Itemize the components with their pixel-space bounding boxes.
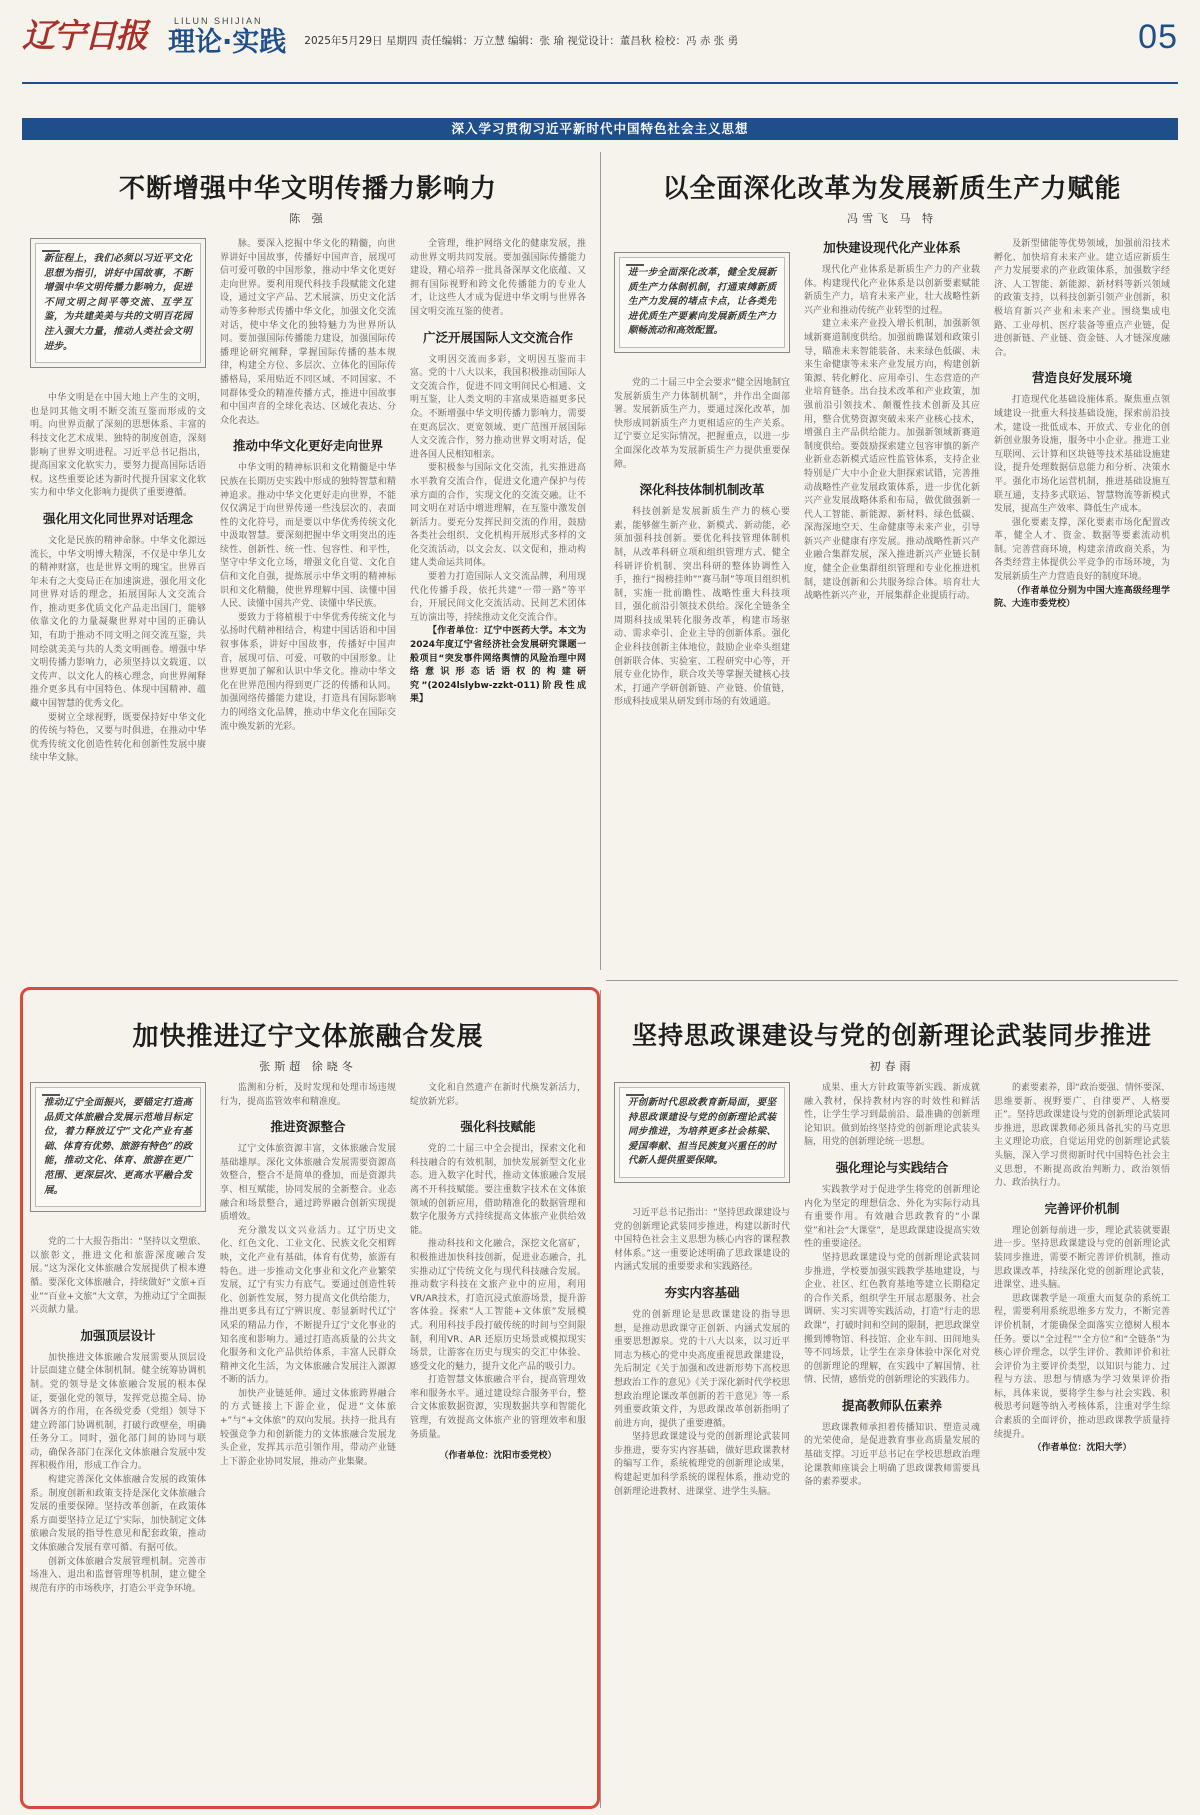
subheading: 强化理论与实践结合 [835, 1159, 949, 1175]
newspaper-logo: 辽宁日报 [22, 16, 146, 55]
subheading: 完善评价机制 [1044, 1200, 1120, 1216]
subheading: 加快建设现代化产业体系 [823, 240, 961, 255]
abstract-box [614, 1082, 790, 1183]
subheading: 推进资源整合 [270, 1119, 346, 1135]
column: 监测和分析，及时发现和处理市场违规行为，提高监管效率和精准度。 推进资源整合 辽宁文体旅资源丰富，文体旅融合发展基础雄厚。深化文体旅融合发展需要资源高效整合，整合不是简单的叠加，而是资源共享、相互赋能，协同发展的全新整合。业态融合和场景整合，通过跨界融合创新实现提质增效。 充分激发以文兴业活力。辽宁历史文化、红色文化、工业文化、民族文化交相辉映，文化产业有基础，体育有优势，旅游有特色。进一步推动文化事业和文化产业繁荣发展，辽宁有实力有底气。要通过创造性转化、创新性发展，努力提高文化供给能力，推出更多具有辽宁辨识度、彰显新时代辽宁风采的精品力作，不断提升辽宁文化事业的知名度和影响力。通过打造高质量的公共文化服务和文化产品供给体系，丰富人民群众精神文化生活，为文体旅融合发展注入源源不断的活力。 加快产业链延伸。通过文体旅跨界融合的方式链接上下游企业，促进“文体旅+”与“+文体旅”的双向发展。扶持一批具有较强竞争力和创新能力的文体旅融合发展龙头企业，发挥其示范引领作用，带动产业链上下游企业协同发展，推动产业集聚。 [220, 1083, 396, 1467]
theme-banner: 深入学习贯彻习近平新时代中国特色社会主义思想 [22, 118, 1178, 140]
column: 新征程上，我们必须以习近平文化思想为指引，讲好中国故事，不断增强中华文明传播力影响力，促进不同文明之间平等交流、互学互鉴，为共建美美与共的文明百花园注入强大力量，推动人类社会文明进步。 中华文明是在中国大地上产生的文明，也是同其他文明不断交流互鉴而形成的文明。向世界贡献了深刻的思想体系、丰富的科技文化艺术成果、独特的制度创造，深刻影响了世界文明进程。习近平总书记指出，提高国家文化软实力，要努力提高国际话语权。这些重要论述为新时代提升国家文化软实力和中华文化影响力提供了重要遵循。 强化用文化同世界对话理念 文化是民族的精神命脉。中华文化源远流长，中华文明博大精深，不仅是中华儿女的精神财富，也是世界文明的瑰宝。世界百年未有之大变局正在加速演进，强化用文化同世界对话的理念，拓展国际人文交流合作，推动更多优质文化产品走出国门，能够依靠文化的力量凝聚世界对中国的正确认知，有助于推动不同文明之间交流互鉴，共同绘就美美与共的人类文明画卷。增强中华文明传播力影响力，必须坚持以文载道、以文传声、以文化人的核心理念，向世界阐释推介更多具有中国特色、体现中国精神、蕴藏中国智慧的优秀文化。 要树立全球视野，既要保持好中华文化的传统与特色，又要与时俱进，在推动中华优秀传统文化创造性转化和创新性发展中赓续中华文脉。 [30, 238, 206, 971]
article-culture-sports-tourism[interactable] [22, 990, 594, 1806]
subheading: 推动中华文化更好走向世界 [232, 438, 383, 454]
column: 及新型储能等优势领域，加强前沿技术孵化、加快培育未来产业。建立适应新质生产力发展要求的产业政策体系，加强数字经济、人工智能、新能源、新材料等新兴领域的政策支持，以科技创新引领产业创新，积极培育新兴产业和未来产业。围绕集成电路、工业母机、医疗装备等重点产业链，促进创新链、产业链、资金链、人才链深度融合。 营造良好发展环境 打造现代化基础设施体系。聚焦重点领域建设一批重大科技基础设施，探索前沿技术，建设一批低成本、开放式、专业化的创新创业服务设施，服务中小企业。推进工业互联网、云计算和区块链等技术基础设施建设，提升处理数据信息能力和分析、决策水平。强化市场化运营机制，推进基础设施互联互通，支持多式联运、智慧物流等新模式发展，提高生产效率、降低生产成本。 强化要素支撑，深化要素市场化配置改革，健全人才、资金、数据等要素流动机制。完善营商环境，构建亲清政商关系，为各类经营主体提供公平竞争的市场环境，为发展新质生产力营造良好的制度环境。 （作者单位分别为中国大连高级经理学院、大连市委党校） [994, 238, 1170, 971]
subheading: 强化用文化同世界对话理念 [42, 510, 193, 526]
column: 脉。要深入挖掘中华文化的精髓，向世界讲好中国故事，传播好中国声音，展现可信可爱可敬的中国形象，推动中华文化更好走向世界。要利用现代科技手段赋能文化建设，通过文字产品、艺术展演、历史文化活动等多种形式传播中华文化，加强文化交流对话，使中华文化的独特魅力为世界所认同。要加强国际传播能力建设，加强国际传播理论研究阐释，掌握国际传播的基本规律，构建全方位、多层次、立体化的国际传播格局，采用贴近不同区域、不同国家、不同群体受众的精准传播方式，推进中国故事和中国声音的全球化表达、区域化表达、分众化表达。 推动中华文化更好走向世界 中华文明的精神标识和文化精髓是中华民族在长期历史实践中形成的独特智慧和精神追求。推动中华文化更好走向世界，不能仅仅满足于向世界传递一些浅层次的、表面性的文化符号，而是要以中华优秀传统文化中汲取智慧。要深刻把握中华文明突出的连续性、创新性、统一性、包容性、和平性，坚守中华文化立场，增强文化自觉、文化自信和文化自强，提炼展示中华文明的精神标识和文化精髓，使世界理解中国、读懂中国人民、读懂中国共产党、读懂中华民族。 要致力于将植根于中华优秀传统文化与弘扬时代精神相结合，构建中国话语和中国叙事体系，讲好中国故事，传播好中国声音，展现可信、可爱、可敬的中国形象。让世界更加了解和认识中华文化。推动中华文化在世界范围内得到更广泛的传播和认同。加强网络传播能力建设，打造具有国际影响力的网络文化品牌，推动中华文化在国际交流中焕发新的光彩。 [220, 239, 396, 732]
author-note: 【作者单位：辽宁中医药大学。本文为2024年度辽宁省经济社会发展研究课题一般项目“突发事件网络舆情的风险治理中网络意识形态话语权的构建研究”(2024lslybw-zzkt-011)阶段性成果】 [410, 626, 586, 705]
author-note: （作者单位分别为中国大连高级经理学院、大连市委党校） [994, 585, 1170, 610]
headline: 加快推进辽宁文体旅融合发展 [132, 1022, 484, 1052]
abstract-text: 开创新时代思政教育新局面，要坚持思政课建设与党的创新理论武装同步推进，为培养更多社会栋梁、爱国奉献、担当民族复兴重任的时代新人提供重要保障。 [619, 1087, 785, 1178]
column: 加快建设现代化产业体系 现代化产业体系是新质生产力的产业载体。构建现代化产业体系是以创新要素赋能新质生产力，培育未来产业，壮大战略性新兴产业和推动传统产业转型的过程。 建立未来产业投入增长机制，加强新领域新赛道制度供给。加强前瞻谋划和政策引导，瞄准未来智能装备、未来绿色低碳、未来生命健康等未来产业发展方向，构建创新策源、转化孵化、应用牵引、生态营造的产业培育链条。出台技术改革和产业政策，加强前沿引领技术、颠覆性技术创新及其应用，整合优势资源突破未来产业核心技术，增强自主产品供给能力。加强新领域新赛道制度供给。要鼓励探索建立包容审慎的新产业新业态新模式适应性监管体系，支持企业特别是广大中小企业大胆探索试错，完善推动战略性产业发展政策体系，进一步优化新兴产业发展战略体系和布局，做优做强新一代人工智能、新能源、新材料、绿色低碳、深海深地空天、生命健康等未来产业，引导新兴产业健康有序发展。推动战略性新兴产业融合集群发展，深入推进新兴产业链长制度，健全企业集群组织管理和专业化推进机制，建设创新和公共服务综合体。培育壮大战略性新兴产业，开展集群企业提质行动。 [804, 240, 980, 602]
subheading: 营造良好发展环境 [1031, 370, 1132, 386]
section-pinyin: LILUN SHIJIAN [174, 16, 263, 26]
abstract-text: 进一步全面深化改革，健全发展新质生产力体制机制，打通束缚新质生产力发展的堵点卡点，让各类先进优质生产要素向发展新质生产力顺畅流动和高效配置。 [619, 257, 785, 348]
column: 的素要素养，即“政治要强、情怀要深、思维要新、视野要广、自律要严、人格要正”。坚持思政课建设与党的创新理论武装同步推进，思政课教师必须具备扎实的马克思主义理论功底，自觉运用党的创新理论武装头脑，深入学习贯彻新时代中国特色社会主义思想，不断提高政治判断力、政治领悟力、政治执行力。 完善评价机制 理论创新每前进一步，理论武装就要跟进一步。坚持思政课建设与党的创新理论武装同步推进，需要不断完善评价机制，推动思政课改革，持续深化党的创新理论武装，进课堂、进头脑。 思政课教学是一项重大而复杂的系统工程，需要利用系统思维多方发力，不断完善评价机制，才能确保全面落实立德树人根本任务。要以“全过程”“全方位”和“全链条”为核心评价理念，以学生评价、教师评价和社会评价为主要评价类型，以知识与能力、过程与方法、思想与情感为学习效果评价指标，具体来说，要将学生参与社会实践、积极思考问题等纳入考核体系，注重对学生综合素质的全面评价，推动思政课教学质量持续提升。 （作者单位：沈阳大学） [994, 1082, 1170, 1802]
column: 成果、重大方针政策等新实践、新成就融入教材，保持教材内容的时效性和鲜活性，让学生学习到最前沿、最准确的创新理论知识。做到始终坚持党的创新理论武装头脑，用党的创新理论统一思想。 强化理论与实践结合 实践教学对于促进学生将党的创新理论内化为坚定的理想信念、外化为实际行动具有重要作用。有效融合思政教育的“小课堂”和社会“大课堂”，是思政课建设提高实效性的重要途径。 坚持思政课建设与党的创新理论武装同步推进，学校要加强实践教学基地建设，与企业、社区、红色教育基地等建立长期稳定的合作关系，组织学生开展志愿服务、社会调研、实习实训等实践活动，打造“行走的思政课”，打破时间和空间的限制，把思政课堂搬到博物馆、科技馆、企业车间、田间地头等不同场景，让学生在亲身体验中深化对党的创新理论的理解，在实践中了解国情、社情、民情，感悟党的创新理论的实践伟力。 提高教师队伍素养 思政课教师承担着传播知识、塑造灵魂的光荣使命，是促进教育事业高质量发展的基础支撑。习近平总书记在学校思想政治理论课教师座谈会上明确了思政课教师需要具备的素养要求。 [804, 1083, 980, 1488]
author-note: （作者单位：沈阳市委党校） [439, 1451, 557, 1462]
headline: 坚持思政课建设与党的创新理论武装同步推进 [631, 1021, 1152, 1050]
article-civilization[interactable] [22, 150, 594, 975]
subheading: 强化科技赋能 [460, 1119, 536, 1135]
column: 推动辽宁全面振兴，要锚定打造高品质文体旅融合发展示范地目标定位，着力释放辽宁“文化产业有基础、体育有优势、旅游有特色”的政能，推动文化、体育、旅游在更广范围、更深层次、更高水平融合发展。 党的二十大报告指出：“坚持以文塑旅、以旅彰文，推进文化和旅游深度融合发展。”这为深化文体旅融合发展提供了根本遵循。要深化文体旅融合，持续做好“文旅+百业”“百业+文旅”大文章，为推动辽宁全面振兴贡献力量。 加强顶层设计 加快推进文体旅融合发展需要从顶层设计层面建立健全体制机制。健全统筹协调机制。党的领导是文体旅融合发展的根本保证，要强化党的领导，发挥党总揽全局、协调各方的作用，在各级党委（党组）领导下建立跨部门协调机制，打破行政壁垒，明确任务分工。同时，强化部门间的协同与联动，确保各部门在深化文体旅融合发展中发挥积极作用，形成工作合力。 构建完善深化文体旅融合发展的政策体系。制度创新和政策支持是深化文体旅融合发展的重要保障。坚持改革创新，在政策体系方面要坚持立足辽宁实际，加快制定文体旅融合发展的指导性意见和配套政策，推动文体旅融合发展有章可循、有据可依。 创新文体旅融合发展管理机制。完善市场准入、退出和监督管理等机制，建立健全规范有序的市场秩序，打造公平竞争环境。 [30, 1082, 206, 1802]
page-number: 05 [1138, 18, 1178, 56]
article-new-productivity[interactable] [606, 150, 1178, 975]
column: 进一步全面深化改革，健全发展新质生产力体制机制，打通束缚新质生产力发展的堵点卡点，让各类先进优质生产要素向发展新质生产力顺畅流动和高效配置。 党的二十届三中全会要求“健全因地制宜发展新质生产力体制机制”，并作出全面部署。发展新质生产力，要通过深化改革，加快形成同新质生产力更相适应的生产关系。辽宁要立足实际情况，把握重点，以进一步全面深化改革为发展新质生产力提供重要保障。 深化科技体制机制改革 科技创新是发展新质生产力的核心要素，能够催生新产业、新模式、新动能，必须加强科技创新。要优化科技管理体制机制，从改革科研立项和组织管理方式、健全科研评价机制、突出科研的整体协调性入手，推行“揭榜挂帅”“赛马制”等项目组织机制，实施一批前瞻性、战略性重大科技项目，强化前沿引领技术供给。深化全链条全周期科技成果转化服务改革，构建市场驱动、需求牵引、企业主导的创新体系。强化企业科技创新主体地位，鼓励企业牵头组建创新联合体、实验室、工程研究中心等，开展专业化协作，联合攻关等掌握关键核心技术，打通产学研创新链、产业链、价值链，形成科技成果从研发到市场的有效通道。 [614, 238, 790, 971]
column: 文化和自然遗产在新时代焕发新活力，绽放新光彩。 强化科技赋能 党的二十届三中全会提出，探索文化和科技融合的有效机制，加快发展新型文化业态。进入数字化时代，推动文体旅融合发展离不开科技赋能。要注重数字技术在文体旅领域的创新应用，借助精准化的数据管理和数字化服务方式持续提高文体旅产业供给效能。 推动科技和文化融合，深挖文化富矿，积极推进加快科技创新，促进业态融合，扎实推动辽宁传统文化与现代科技融合发展。推动数字科技在文旅产业中的应用，利用VR/AR技术，打造沉浸式旅游场景，提升游客体验。探索“人工智能+文体旅”发展模式。利用科技手段打破传统的时间与空间限制，利用VR、AR 还原历史场景或模拟现实场景，让游客在历史与现实的交汇中体验、感受文化的魅力，提升文化产品的吸引力。 打造智慧文体旅融合平台，提高管理效率和服务水平。通过建设综合服务平台，整合文体旅数据资源，实现数据共享和智能化管理，有效提高文体旅产业的管理效率和服务质量。 （作者单位：沈阳市委党校） [410, 1082, 586, 1802]
byline: 冯雪飞 马 特 [847, 212, 937, 225]
column: 开创新时代思政教育新局面，要坚持思政课建设与党的创新理论武装同步推进，为培养更多社会栋梁、爱国奉献、担当民族复兴重任的时代新人提供重要保障。 习近平总书记指出：“坚持思政课建设与党的创新理论武装同步推进，构建以新时代中国特色社会主义思想为核心内容的课程教材体系。”这一重要论述明确了思政课建设的内涵式发展的重要要求和实践路径。 夯实内容基础 党的创新理论是思政课建设的指导思想，是推动思政课守正创新、内涵式发展的重要思想源泉。党的十八大以来，以习近平同志为核心的党中央高度重视思政课建设，先后制定《关于加强和改进新形势下高校思想政治工作的意见》《关于深化新时代学校思想政治理论课改革创新的若干意见》等一系列重要政策文件，为思政课改革创新指明了前进方向，提供了重要遵循。 坚持思政课建设与党的创新理论武装同步推进，要夯实内容基础，做好思政课教材的编写工作，系统梳理党的创新理论成果，构建起更加科学系统的课程体系，推动党的创新理论进教材、进课堂、进学生头脑。 [614, 1082, 790, 1802]
byline: 初春雨 [869, 1060, 915, 1073]
section-title [168, 16, 286, 60]
abstract-text: 推动辽宁全面振兴，要锚定打造高品质文体旅融合发展示范地目标定位，着力释放辽宁“文化产业有基础、体育有优势、旅游有特色”的政能，推动文化、体育、旅游在更广范围、更深层次、更高水平融合发展。 [35, 1087, 201, 1207]
section-name: 理论·实践 [168, 27, 287, 58]
subheading: 提高教师队伍素养 [841, 1397, 942, 1413]
abstract-box [614, 252, 790, 353]
subheading: 广泛开展国际人文交流合作 [422, 329, 573, 345]
byline: 张斯超 徐晓冬 [259, 1060, 357, 1073]
byline: 陈 强 [289, 212, 327, 225]
column: 全管理，维护网络文化的健康发展，推动世界文明共同发展。要加强国际传播能力建设，精心培养一批具备深厚文化底蕴、又拥有国际视野和跨文化传播能力的专业人才，让这些人才成为促进中华文明与世界各国文明交流互鉴的使者。 广泛开展国际人文交流合作 文明因交流而多彩，文明因互鉴而丰富。党的十八大以来，我国积极推动国际人文交流合作，促进不同文明间民心相通、文明互鉴，让人类文明的丰富成果造福更多民众。不断增强中华文明传播力影响力，需要在更高层次、更宽领域、更广范围开展国际人文交流合作，努力推动世界文明对话，促进各国人民相知相亲。 要积极参与国际文化交流，扎实推进高水平教育交流合作，促进文化遗产保护与传承方面的合作，实现文化的交流交融。让不同文明在对话中增进理解，在互鉴中激发创新活力。要充分发挥民间交流的作用，鼓励各类社会组织、文化机构开展形式多样的文化交流活动，以文会友、以文促和，推动构建人类命运共同体。 要着力打造国际人文交流品牌，利用现代化传播手段，依托共建“一带一路”等平台，开展民间文化交流活动、民间艺术团体互访演出等，持续推动文化交流合作。 【作者单位：辽宁中医药大学。本文为2024年度辽宁省经济社会发展研究课题一般项目“突发事件网络舆情的风险治理中网络意识形态话语权的构建研究”(2024lslybw-zzkt-011)阶段性成果】 [410, 238, 586, 971]
masthead-rule [22, 82, 1178, 84]
headline: 以全面深化改革为发展新质生产力赋能 [662, 174, 1122, 204]
section-divider [606, 980, 1178, 981]
masthead [22, 14, 1178, 74]
subheading: 夯实内容基础 [664, 1284, 740, 1300]
abstract-box [30, 1082, 206, 1212]
subheading: 深化科技体制机制改革 [639, 482, 765, 498]
column-divider [600, 990, 601, 1808]
subheading: 加强顶层设计 [80, 1327, 156, 1343]
headline: 不断增强中华文明传播力影响力 [118, 174, 497, 204]
abstract-box [30, 238, 206, 368]
column-divider [600, 152, 601, 970]
article-ideological-education[interactable] [606, 990, 1178, 1806]
issue-info: 2025年5月29日 星期四 责任编辑：万立慧 编辑：张 瑜 视觉设计：董昌秋 检校：冯 赤 张 勇 [304, 35, 739, 47]
author-note: （作者单位：沈阳大学） [1032, 1443, 1132, 1454]
abstract-text: 新征程上，我们必须以习近平文化思想为指引，讲好中国故事，不断增强中华文明传播力影响力，促进不同文明之间平等交流、互学互鉴，为共建美美与共的文明百花园注入强大力量，推动人类社会文明进步。 [35, 243, 201, 363]
